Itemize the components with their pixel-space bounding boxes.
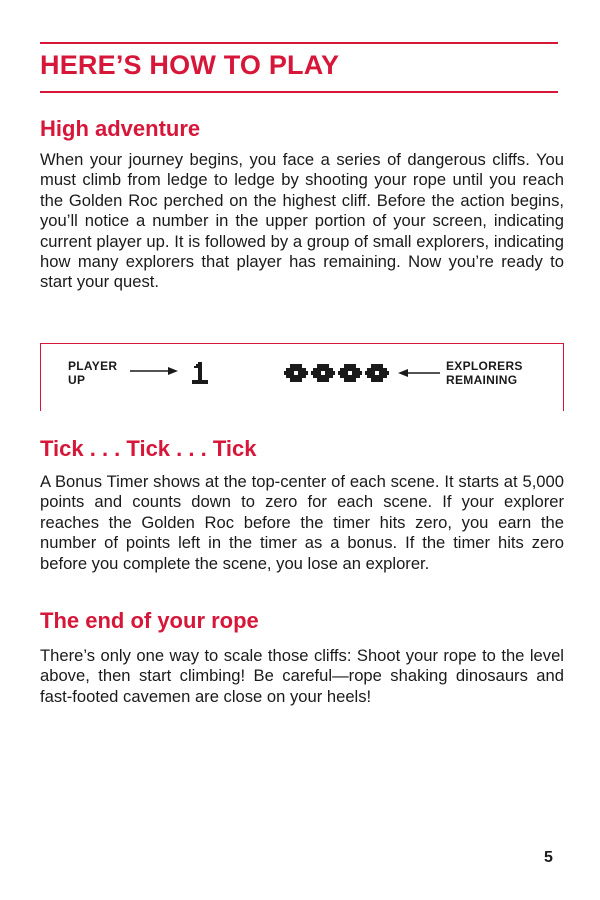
player-number-pixel-digit [190, 362, 214, 384]
page-title: HERE’S HOW TO PLAY [40, 50, 340, 80]
explorers-remaining-label-line2: REMAINING [446, 373, 518, 387]
section-text-high-adventure: When your journey begins, you face a series of dangerous cliffs. You must climb from ledge to ledge by shooting your rope until you reach the Golden Roc perched on the highest cliff. Before the action begins, you’ll notice a number in the upper portion of your screen, indicating current player up. It is followed by a group of small explorers, indicating how many explorers that player has remaining. Now you’re ready to start your quest. [40, 150, 564, 292]
explorer-icon [365, 364, 389, 382]
explorer-icon [284, 364, 308, 382]
explorers-remaining-label-line1: EXPLORERS [446, 359, 523, 373]
section-heading-end-of-rope: The end of your rope [40, 608, 259, 633]
explorers-remaining-icons [284, 364, 390, 382]
diagram-frame-left [40, 343, 41, 411]
explorer-icon [338, 364, 362, 382]
section-heading-high-adventure: High adventure [40, 116, 201, 141]
top-divider [40, 42, 558, 44]
diagram-frame-right [563, 343, 564, 411]
page-number: 5 [544, 849, 553, 866]
explorers-remaining-label [446, 359, 523, 387]
screen-status-diagram [40, 343, 564, 411]
arrow-left-icon [398, 368, 440, 378]
player-up-label [68, 359, 117, 387]
diagram-frame-top [40, 343, 564, 344]
title-divider [40, 91, 558, 93]
section-text-tick-tick-tick: A Bonus Timer shows at the top-center of each scene. It starts at 5,000 points and counts down to zero for each scene. If your explorer reaches the Golden Roc before the timer hits zero, you earn the number of points left in the timer as a bonus. If the timer hits zero before you complete the scene, you lose an explorer. [40, 472, 564, 573]
section-heading-tick-tick-tick: Tick . . . Tick . . . Tick [40, 436, 257, 461]
player-up-label-line1: PLAYER [68, 359, 118, 373]
player-up-label-line2: UP [68, 373, 86, 387]
arrow-right-icon [130, 366, 180, 376]
section-text-end-of-rope: There’s only one way to scale those cliffs: Shoot your rope to the level above, then start climbing! Be careful—rope shaking dinosaurs and fast-footed cavemen are close on your heels! [40, 646, 564, 706]
explorer-icon [311, 364, 335, 382]
